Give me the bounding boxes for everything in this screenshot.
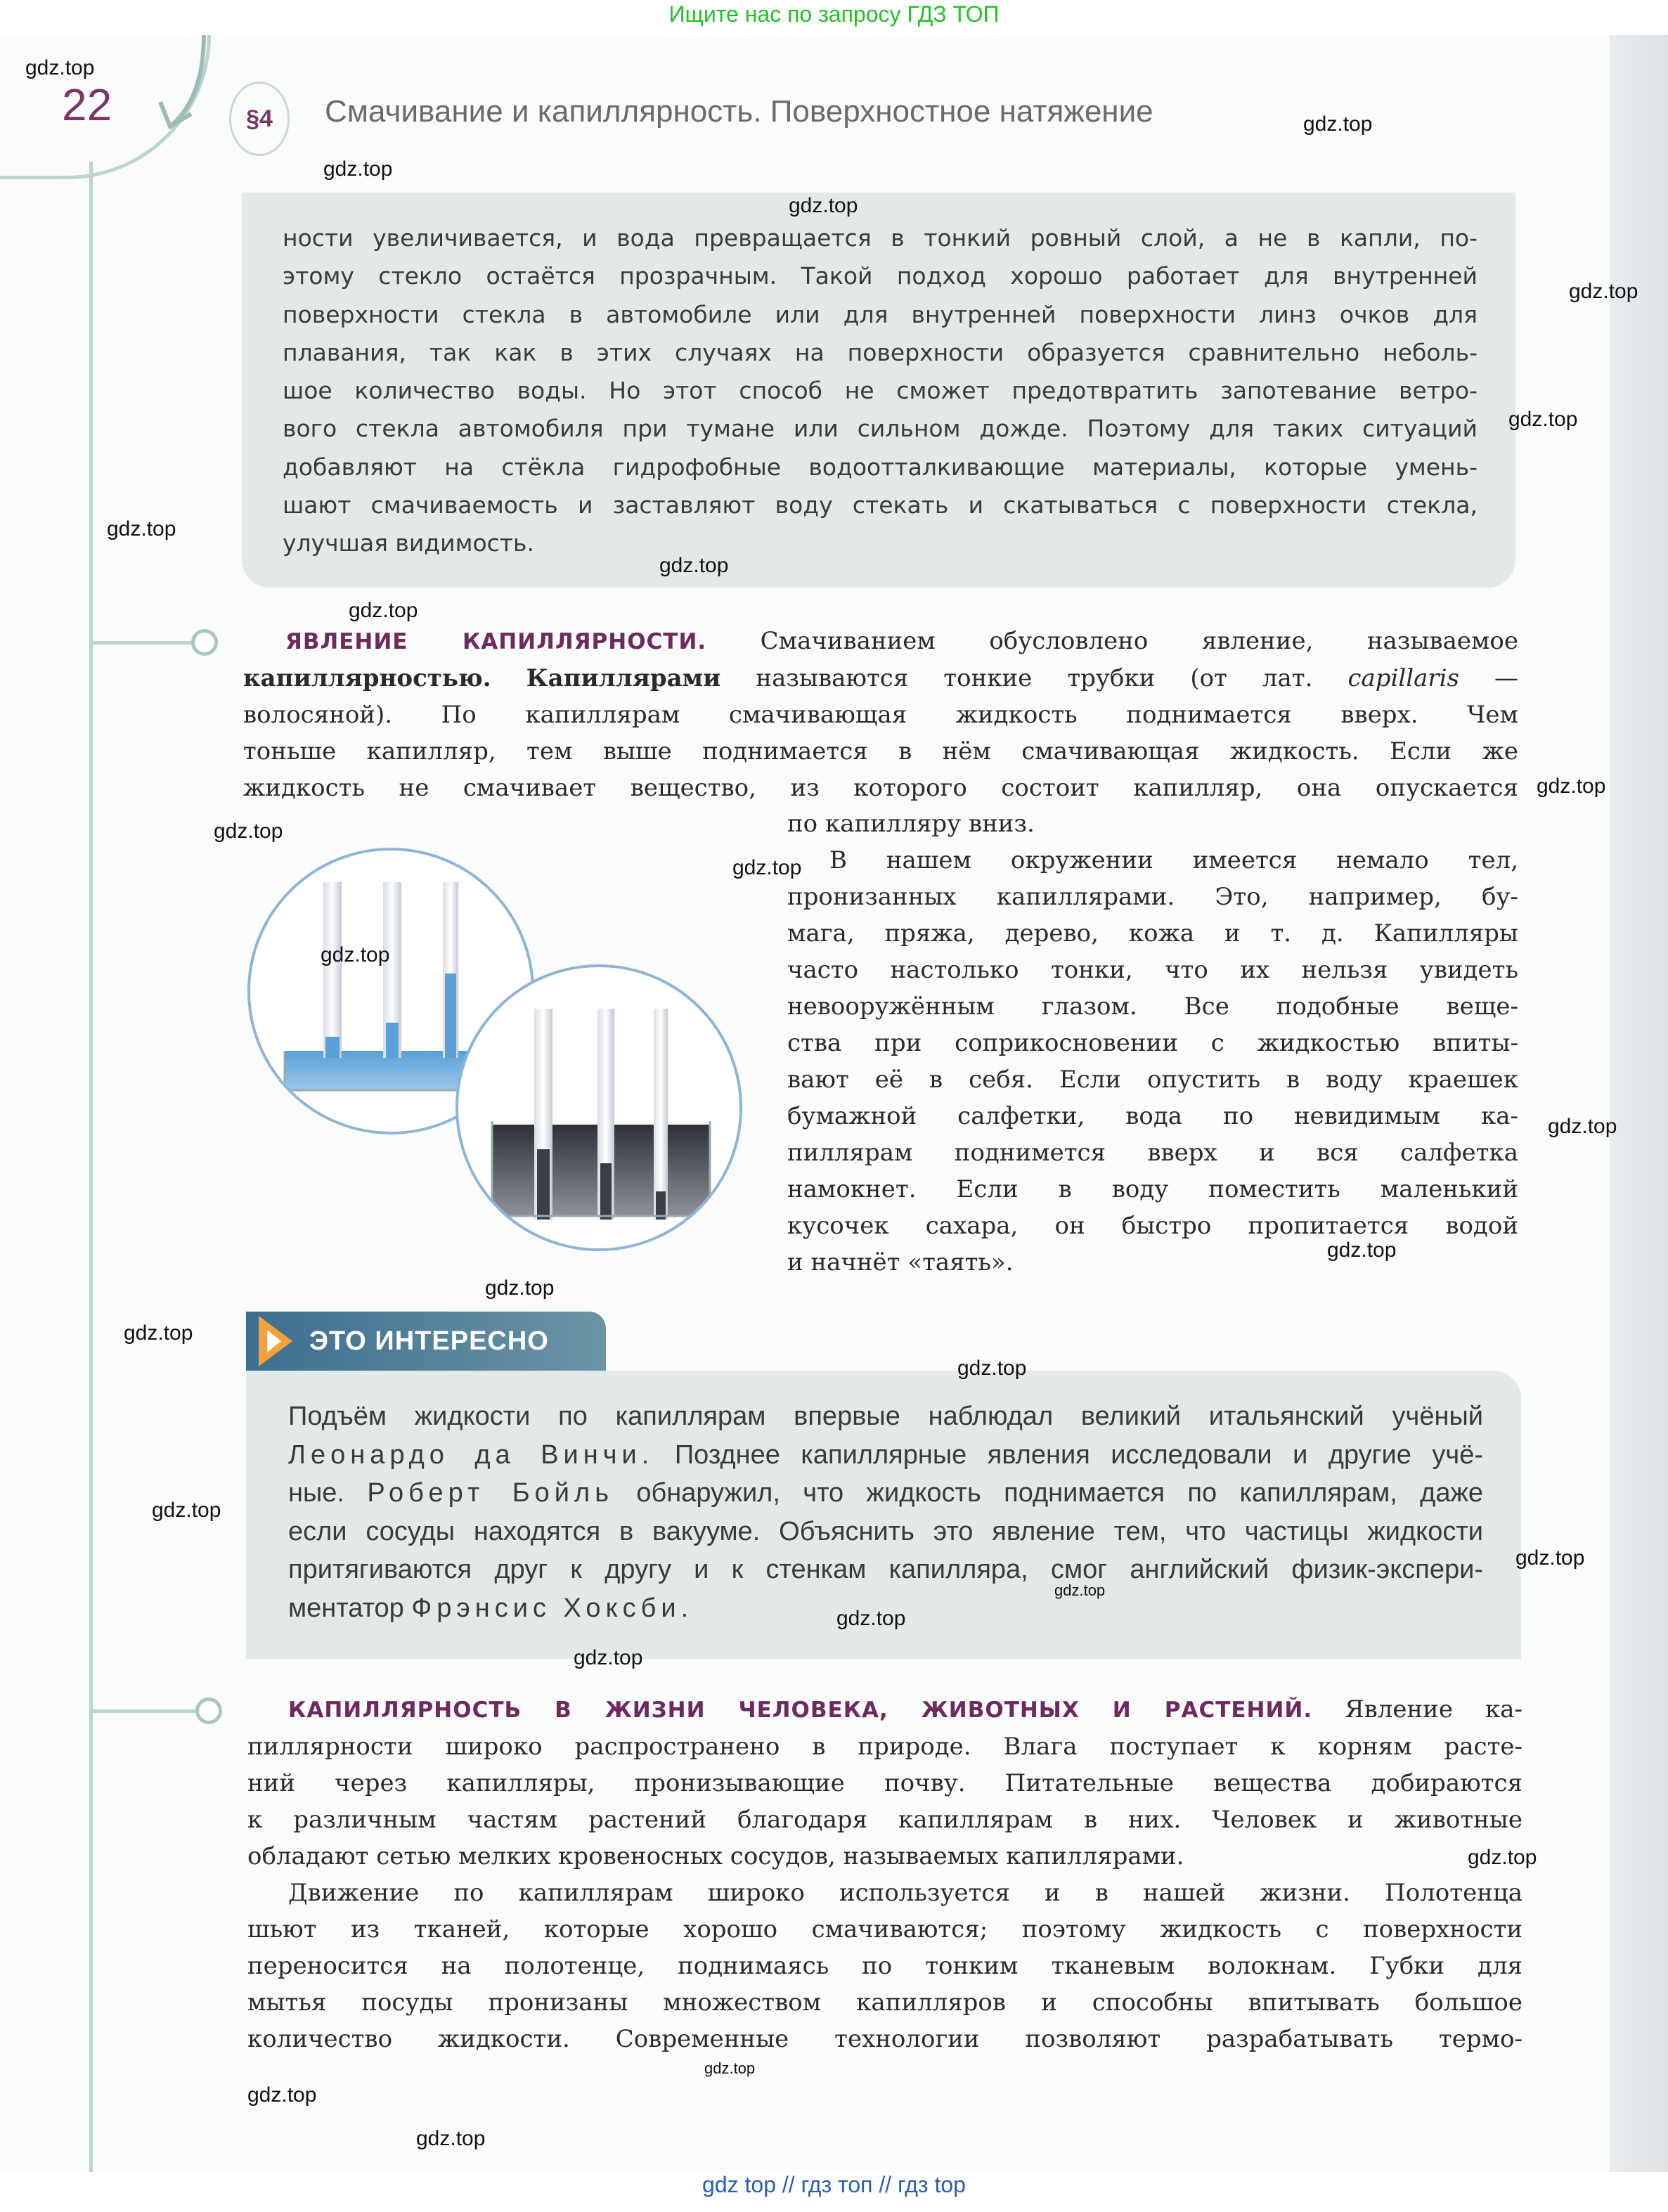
watermark: gdz.top [349, 599, 418, 622]
margin-line [89, 162, 93, 2172]
text-line: этому стекло остаётся прозрачным. Такой подход хорошо работает для внутренней [283, 262, 1478, 290]
section-capillarity [243, 623, 1518, 806]
watermark: gdz.top [1468, 1846, 1537, 1869]
text-line: мытья посуды пронизаны множеством капилляров и способны впитывать большое [247, 1988, 1522, 2017]
watermark: gdz.top [485, 1276, 555, 1300]
watermark: gdz.top [836, 1607, 906, 1630]
capillary-illustration [239, 840, 752, 1262]
term: капиллярностью. [243, 664, 491, 692]
interesting-label-text: ЭТО ИНТЕРЕСНО [309, 1326, 549, 1356]
watermark: gdz.top [1569, 280, 1638, 303]
text-span: обнаружил, что жидкость поднимается по капиллярам, даже [636, 1478, 1484, 1508]
text-line: волосяной). По капиллярам смачивающая жидкость поднимается вверх. Чем [243, 701, 1518, 729]
page-edge [1610, 35, 1668, 2172]
text-line: пронизанных капиллярами. Это, например, бу- [787, 883, 1518, 911]
latin-term: capillaris [1347, 664, 1459, 692]
text-line: к различным частям растений благодаря капиллярам в них. Человек и животные [247, 1806, 1522, 1834]
footer-watermark-links[interactable]: gdz top // гдз топ // гдз top [702, 2172, 966, 2197]
watermark: gdz.top [1537, 775, 1606, 798]
text-span: Позднее капиллярные явления исследовали и другие учё- [674, 1440, 1483, 1470]
watermark: gdz.top [704, 2059, 756, 2077]
text-line: кусочек сахара, он быстро пропитается водой [787, 1212, 1518, 1240]
watermark: gdz.top [124, 1321, 193, 1345]
text-line [247, 1691, 1522, 1728]
text-line: улучшая видимость. [283, 529, 534, 557]
text-line: ности увеличивается, и вода превращается в тонкий ровный слой, а не в капли, по- [283, 224, 1478, 252]
text-line: по капилляру вниз. [787, 810, 1035, 838]
text-span: ные. [288, 1478, 344, 1508]
watermark: gdz.top [107, 517, 176, 541]
text-line: ства при соприкосновении с жидкостью впиты- [787, 1029, 1518, 1057]
continued-text [283, 219, 1478, 563]
watermark: gdz.top [323, 157, 393, 181]
term: Капиллярами [526, 664, 721, 692]
watermark: gdz.top [574, 1646, 643, 1669]
text-line: добавляют на стёкла гидрофобные водоотталкивающие материалы, которые умень- [283, 453, 1478, 481]
branch-line [91, 1709, 200, 1713]
nonwetting-liquid-figure [457, 966, 741, 1250]
watermark: gdz.top [25, 56, 95, 79]
watermark: gdz.top [1303, 112, 1373, 136]
person-name: Фрэнсис Хоксби. [411, 1593, 694, 1623]
text-line: вают её в себя. Если опустить в воду краешек [787, 1066, 1518, 1094]
watermark: gdz.top [152, 1499, 221, 1522]
section-heading: ЯВЛЕНИЕ КАПИЛЛЯРНОСТИ. [285, 629, 707, 654]
watermark: gdz.top [214, 820, 283, 843]
watermark: gdz.top [1327, 1238, 1397, 1262]
text-line: пиллярности широко распространено в природе. Влага поступает к корням расте- [247, 1733, 1522, 1761]
text-line: обладают сетью мелких кровеносных сосудов, называемых капиллярами. [247, 1842, 1184, 1870]
text-span: — [1494, 664, 1519, 692]
text-line: Движение по капиллярам широко используется и в нашей жизни. Полотенца [288, 1879, 1522, 1907]
section-marker [195, 1697, 222, 1724]
branch-line [91, 641, 197, 645]
watermark: gdz.top [1054, 1582, 1106, 1599]
section-heading: КАПИЛЛЯРНОСТЬ В ЖИЗНИ ЧЕЛОВЕКА, ЖИВОТНЫХ И РАСТЕНИЙ. [288, 1697, 1313, 1723]
text-line: количество жидкости. Современные технологии позволяют разрабатывать термо- [247, 2025, 1522, 2053]
watermark: gdz.top [789, 194, 858, 217]
text-line: намокнет. Если в воду поместить маленький [787, 1175, 1518, 1203]
page-title: Смачивание и капиллярность. Поверхностное натяжение [325, 94, 1153, 129]
text-line: притягиваются друг к другу и к стенкам капилляра, смог английский физик-экспери- [288, 1555, 1483, 1584]
person-name: Роберт Бойль [367, 1478, 614, 1508]
watermark: gdz.top [659, 554, 729, 577]
text-span: Смачиванием обусловлено явление, называемое [760, 627, 1519, 655]
text-line: часто настолько тонки, что их нельзя увидеть [787, 956, 1518, 984]
text-line: и начнёт «таять». [787, 1248, 1014, 1276]
watermark: gdz.top [732, 856, 802, 879]
watermark: gdz.top [1508, 408, 1578, 431]
section-capillarity-column [787, 806, 1518, 1281]
text-line: плавания, так как в этих случаях на поверхности образуется сравнительно неболь- [283, 338, 1478, 366]
watermark: gdz.top [321, 943, 390, 966]
text-line: шое количество воды. Но этот способ не сможет предотвратить запотевание ветро- [283, 377, 1478, 405]
text-line: поверхности стекла в автомобиле или для внутренней поверхности линз очков для [283, 300, 1478, 328]
text-line: пиллярам поднимется вверх и вся салфетка [787, 1139, 1518, 1167]
text-line: мага, пряжа, дерево, кожа и т. д. Капилляры [787, 919, 1518, 947]
text-span: ментатор [288, 1593, 404, 1623]
text-line: вого стекла автомобиля при тумане или сильном дожде. Поэтому для таких ситуаций [283, 415, 1478, 443]
paragraph-badge: §4 [229, 82, 290, 156]
watermark: gdz.top [1548, 1115, 1617, 1138]
watermark: gdz.top [1515, 1546, 1585, 1570]
text-line: невооружённым глазом. Все подобные веще- [787, 992, 1518, 1021]
text-line [288, 1474, 1483, 1513]
text-line [243, 623, 1518, 660]
text-line: жидкость не смачивает вещество, из которого состоит капилляр, она опускается [243, 774, 1518, 802]
page-number: 22 [62, 79, 112, 130]
play-triangle-icon [256, 1313, 295, 1369]
text-line [288, 1436, 1483, 1475]
watermark: gdz.top [416, 2127, 486, 2150]
arrow-icon [155, 35, 211, 134]
text-line: В нашем окружении имеется немало тел, [829, 846, 1518, 874]
section-marker [191, 629, 218, 656]
watermark: gdz.top [957, 1357, 1027, 1380]
text-line [243, 660, 1518, 697]
watermark: gdz.top [247, 2083, 317, 2107]
interesting-text [288, 1397, 1483, 1627]
text-line: шают смачиваемость и заставляют воду стекать и скатываться с поверхности стекла, [283, 491, 1478, 519]
text-span: называются тонкие трубки (от лат. [756, 664, 1313, 692]
person-name: Леонардо да Винчи. [288, 1440, 654, 1470]
search-banner[interactable]: Ищите нас по запросу ГДЗ ТОП [668, 1, 1000, 27]
interesting-label [246, 1312, 606, 1371]
text-line: ний через капилляры, пронизывающие почву. Питательные вещества добираются [247, 1769, 1522, 1797]
text-line: шьют из тканей, которые хорошо смачиваются; поэтому жидкость с поверхности [247, 1915, 1522, 1943]
text-line: Подъём жидкости по капиллярам впервые наблюдал великий итальянский учёный [288, 1402, 1483, 1431]
text-line: если сосуды находятся в вакууме. Объяснить это явление тем, что частицы жидкости [288, 1516, 1483, 1546]
section-capillarity-in-life [247, 1691, 1522, 2057]
text-span: Явление ка- [1345, 1695, 1522, 1723]
text-line: бумажной салфетки, вода по невидимым ка- [787, 1102, 1518, 1130]
text-line: переносится на полотенце, поднимаясь по тонким тканевым волокнам. Губки для [247, 1952, 1522, 1980]
text-line: тоньше капилляр, тем выше поднимается в нём смачивающая жидкость. Если же [243, 737, 1518, 765]
